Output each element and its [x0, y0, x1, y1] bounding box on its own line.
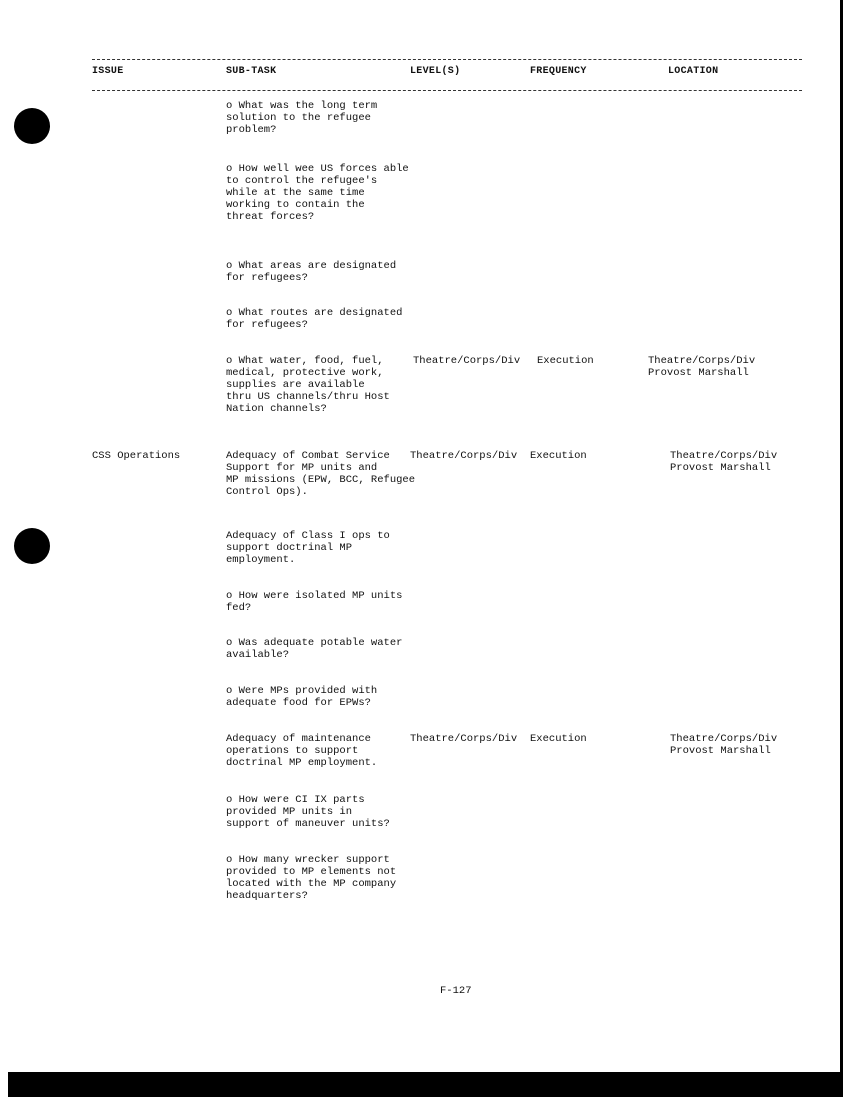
location-cell: Theatre/Corps/Div Provost Marshall [648, 355, 756, 379]
header-rule-bottom [92, 90, 802, 91]
subtask-cell: o What routes are designated for refugees? [226, 307, 403, 331]
frequency-cell: Execution [537, 355, 594, 367]
page-edge-right [840, 0, 843, 1072]
column-header-subtask: SUB-TASK [226, 66, 277, 77]
location-cell: Theatre/Corps/Div Provost Marshall [670, 733, 778, 757]
punch-hole-middle [14, 528, 50, 564]
subtask-cell: o How many wrecker support provided to MP elements not located with the MP company headquarters? [226, 854, 397, 902]
frequency-cell: Execution [530, 733, 587, 745]
page-number: F-127 [440, 985, 472, 997]
column-header-location: LOCATION [668, 66, 719, 77]
subtask-cell: Adequacy of Combat Service Support for MP units and MP missions (EPW, BCC, Refugee Control Ops). [226, 450, 416, 498]
punch-hole-top [14, 108, 50, 144]
frequency-cell: Execution [530, 450, 587, 462]
subtask-cell: o Was adequate potable water available? [226, 637, 403, 661]
levels-cell: Theatre/Corps/Div [413, 355, 521, 367]
levels-cell: Theatre/Corps/Div [410, 450, 518, 462]
location-cell: Theatre/Corps/Div Provost Marshall [670, 450, 778, 474]
header-rule-top [92, 59, 802, 60]
column-header-levels: LEVEL(S) [410, 66, 461, 77]
subtask-cell: Adequacy of Class I ops to support doctrinal MP employment. [226, 530, 390, 566]
subtask-cell: Adequacy of maintenance operations to support doctrinal MP employment. [226, 733, 378, 769]
page-edge-bottom [8, 1072, 843, 1097]
subtask-cell: o How were isolated MP units fed? [226, 590, 403, 614]
column-header-issue: ISSUE [92, 66, 124, 77]
subtask-cell: o What was the long term solution to the refugee problem? [226, 100, 378, 136]
levels-cell: Theatre/Corps/Div [410, 733, 518, 745]
subtask-cell: o How well wee US forces able to control the refugee's while at the same time working to contain the threat forces? [226, 163, 409, 223]
subtask-cell: o Were MPs provided with adequate food for EPWs? [226, 685, 378, 709]
subtask-cell: o How were CI IX parts provided MP units in support of maneuver units? [226, 794, 390, 830]
subtask-cell: o What water, food, fuel, medical, protective work, supplies are available thru US channels/thru Host Nation channels? [226, 355, 390, 415]
column-header-frequency: FREQUENCY [530, 66, 587, 77]
subtask-cell: o What areas are designated for refugees? [226, 260, 397, 284]
issue-cell: CSS Operations [92, 450, 181, 462]
